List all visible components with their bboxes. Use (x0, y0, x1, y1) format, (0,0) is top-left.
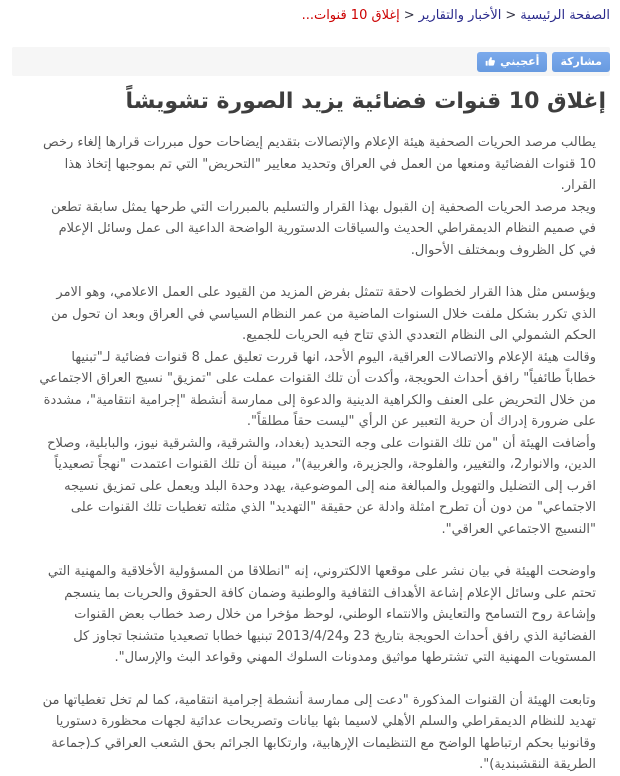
article-paragraph-6: واوضحت الهيئة في بيان نشر على موقعها الالكتروني، إنه "انطلاقا من المسؤولية الأخلاقية والمهنية التي تحتم على وسائل الإعلام إشاعة الأهداف الثقافية والوطنية وضمان كافة الحقوق والحريات بما ينسجم وإشاعة روح التسامح والتعايش والانتماء الوطني، لوحظ مؤخرا من خلال رصد خطاب بعض القنوات الفضائية الذي رافق أحداث الحويجة بتاريخ 23 و2013/4/24 تبنيها خطابا تصعيديا متشنجا تجاوز كل المستويات المهنية التي تشترطها مواثيق ومدونات السلوك المهني وقواعد البث والإرسال". (47, 564, 596, 665)
breadcrumb-current-page: إغلاق 10 قنوات... (301, 8, 400, 23)
breadcrumb-link-home[interactable]: الصفحة الرئيسية (520, 8, 610, 23)
article-paragraph-3: ويؤسس مثل هذا القرار لخطوات لاحقة تتمثل بفرض المزيد من القيود على العمل الاعلامي، وهو الامر الذي تكرر بشكل ملفت خلال السنوات الماضية من عمر النظام السياسي في العراق وبعد ان تحول من الحكم الشمولي الى النظام التعددي الذي تتاح فيه الحريات للجميع. (51, 285, 596, 343)
article-paragraph-4: وقالت هيئة الإعلام والاتصالات العراقية، اليوم الأحد، انها قررت تعليق عمل 8 قنوات فضائية لـ"تبنيها خطاباً طائفياً" رافق أحداث الحويجة، وأكدت أن تلك القنوات عملت على "تمزيق" نسيج العراق الاجتماعي من خلال التحريض على العنف والكراهية الدينية والدعوة إلى ممارسة أنشطة "إجرامية انتقامية"، مشددة على ضرورة إدراك أن حرية التعبير عن الرأي "ليست حقاً مطلقاً". (39, 349, 596, 429)
article-title: إغلاق 10 قنوات فضائية يزيد الصورة تشويشاً (125, 89, 606, 114)
article-paragraph-7: وتابعت الهيئة أن القنوات المذكورة "دعت إلى ممارسة أنشطة إجرامية انتقامية، كما لم تخل تغطياتها من تهديد للنظام الديمقراطي والسلم الأهلي لاسيما بثها بيانات وتصريحات عدائية لجهات محظورة دستوريا وقانونيا بحكم ارتباطها الواضح مع التنظيمات الإرهابية، وارتكابها الجرائم بحق الشعب العراقي كـ(جماعة الطريقة النقشبندية)". (42, 692, 596, 772)
facebook-share-button[interactable] (552, 52, 610, 72)
breadcrumb-link-news-reports[interactable]: الأخبار والتقارير (418, 8, 502, 23)
thumbs-up-icon (485, 56, 496, 67)
facebook-like-button[interactable] (477, 52, 547, 72)
breadcrumb-separator: > (403, 8, 415, 23)
breadcrumb (12, 8, 610, 23)
breadcrumb-separator: > (505, 8, 517, 23)
article-paragraph-5: وأضافت الهيئة أن "من تلك القنوات على وجه التحديد (بغداد، والشرقية، والشرقية نيوز، والبابلية، وصلاح الدين، والانوار2، والتغيير، والفلوجة، والجزيرة، والغربية)"، مبينة أن تلك القنوات اعتمدت "نهجاً تصعيدياً اقرب إلى التضليل والتهويل والمبالغة منه إلى الموضوعية، يهدد وحدة البلد ويعمل على تمزيق نسيجه الاجتماعي" من دون أن تطرح امثلة وادلة عن حقيقة "التهديد" الذي مثلته تغطيات تلك القنوات على "النسيج الاجتماعي العراقي". (47, 435, 596, 537)
article-paragraph-2: ويجد مرصد الحريات الصحفية إن القبول بهذا القرار والتسليم بالمبررات التي طرحها يمثل سابقة تطعن في صميم النظام الديمقراطي الحديث والسياقات الدستورية الواضحة الداعية الى عمل وسائل الإعلام في كل الظروف وبمختلف الأحوال. (50, 199, 596, 258)
article-body (12, 132, 610, 776)
social-share-bar (12, 47, 610, 76)
article-paragraph-1: يطالب مرصد الحريات الصحفية هيئة الإعلام والإتصالات بتقديم إيضاحات حول مبررات قرارها إلغاء رخص 10 قنوات الفضائية ومنعها من العمل في العراق وتحديد معايير "التحريض" التي تم بموجبها إتخاذ هذا القرار. (43, 135, 596, 193)
share-button-label: مشاركة (560, 54, 602, 68)
facebook-widget (437, 52, 610, 72)
like-button-label: أعجبني (500, 54, 540, 68)
